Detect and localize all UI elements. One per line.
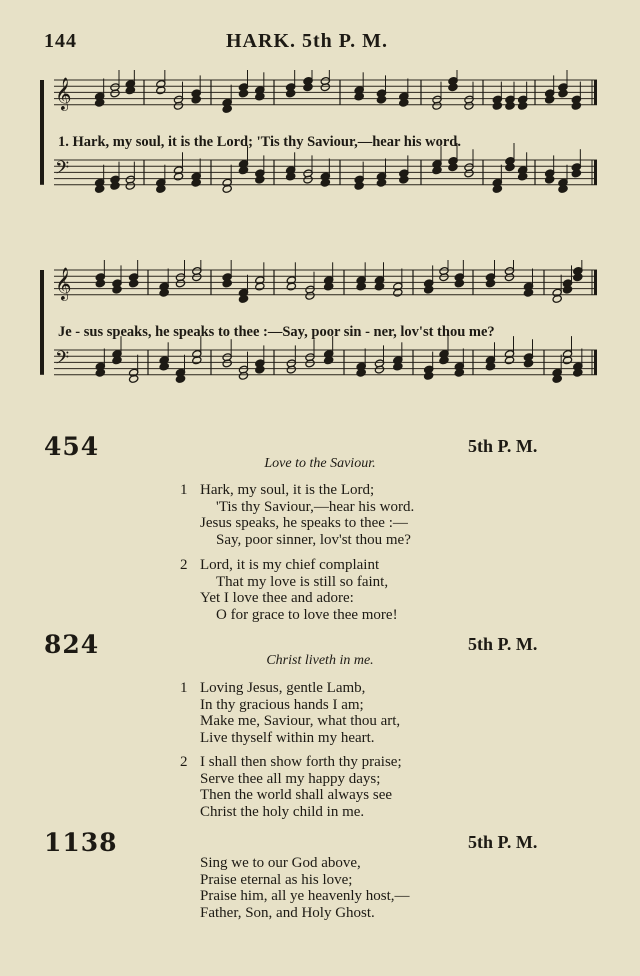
- treble-clef: 𝄞: [55, 267, 72, 300]
- final-barline: [594, 350, 597, 375]
- verse-text: Make me, Saviour, what thou art,: [200, 713, 401, 729]
- hymn-meter: 5th P. M.: [468, 832, 538, 852]
- system-brace: [40, 270, 44, 375]
- page-number: 144: [44, 30, 77, 52]
- music-staff-svg-1: [40, 70, 600, 240]
- verse-text: Lord, it is my chief complaint: [200, 557, 380, 573]
- system-brace: [40, 80, 44, 185]
- verse-text: Serve thee all my happy days;: [200, 770, 381, 787]
- hymn-subtitle: Love to the Saviour.: [264, 456, 376, 471]
- hymn-number: 454: [44, 432, 100, 461]
- hymn-subtitle: Christ liveth in me.: [266, 653, 374, 668]
- hymn-number: 1138: [44, 828, 118, 857]
- verse-number: 2: [180, 754, 188, 770]
- verse-text: Praise him, all ye heavenly host,—: [200, 888, 410, 904]
- music-system-1: [40, 70, 600, 240]
- verse-text: Then the world shall always see: [200, 787, 393, 803]
- final-barline: [594, 80, 597, 105]
- lyric-line-2: Je - sus speaks, he speaks to thee :—Say, poor sin - ner, lov'st thou me?: [58, 324, 495, 340]
- verse-text: Hark, my soul, it is the Lord;: [200, 482, 375, 498]
- final-barline: [594, 270, 597, 295]
- hymn-meter: 5th P. M.: [468, 634, 538, 654]
- hymn-number: 824: [44, 630, 100, 659]
- verse-text: O for grace to love thee more!: [216, 606, 398, 623]
- verse-number: 1: [180, 482, 188, 498]
- verse-text: Loving Jesus, gentle Lamb,: [200, 680, 366, 696]
- verse-text: Praise eternal as his love;: [200, 871, 353, 888]
- music-system-2: [40, 260, 600, 430]
- verse-text: In thy gracious hands I am;: [200, 696, 364, 713]
- bass-clef: 𝄢: [55, 348, 70, 373]
- verse-number: 2: [180, 557, 188, 573]
- bass-clef: 𝄢: [55, 158, 70, 183]
- lyric-line-1: 1. Hark, my soul, it is the Lord; 'Tis thy Saviour,—hear his word.: [58, 134, 461, 150]
- final-barline: [594, 160, 597, 185]
- verse-text: Father, Son, and Holy Ghost.: [200, 904, 375, 921]
- verse-text: Say, poor sinner, lov'st thou me?: [216, 531, 411, 548]
- verse-text: 'Tis thy Saviour,—hear his word.: [216, 498, 415, 515]
- hymn-meter: 5th P. M.: [468, 436, 538, 456]
- verse-text: Christ the holy child in me.: [200, 803, 365, 820]
- verse-number: 1: [180, 680, 188, 696]
- treble-clef: 𝄞: [55, 77, 72, 110]
- music-staff-svg-2: [40, 260, 600, 430]
- verse-text: Live thyself within my heart.: [200, 729, 375, 746]
- verse-text: I shall then show forth thy praise;: [200, 754, 402, 770]
- verse-text: Jesus speaks, he speaks to thee :—: [200, 515, 408, 531]
- tune-title: HARK. 5th P. M.: [226, 30, 389, 52]
- verse-text: Sing we to our God above,: [200, 855, 361, 871]
- verse-text: That my love is still so faint,: [216, 573, 389, 590]
- verse-text: Yet I love thee and adore:: [200, 590, 354, 606]
